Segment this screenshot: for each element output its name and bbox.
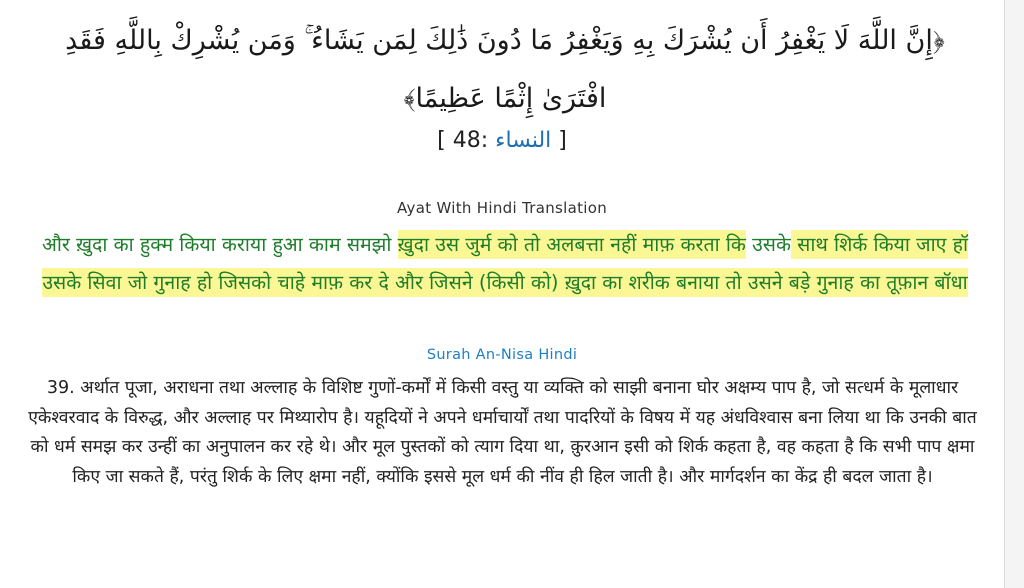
commentary-text: 39. अर्थात पूजा, अराधना तथा अल्लाह के विशिष्ट गुणों-कर्मों में किसी वस्तु या व्यक्ति को साझी बनाना घोर अक्षम्य पाप है, जो सत्धर्म के मूलाधार एकेश्वरवाद के विरुद्ध, और अल्लाह पर मिथ्यारोप है। यहूदियों ने अपने धर्माचार्यों तथा पादरियों के विषय में यह अंधविश्वास बना लिया था कि उनकी बात को धर्म समझ कर उन्हीं का अनुपालन कर रहे थे। और मूल पुस्तकों को त्याग दिया था, क़ुरआन इसी को शिर्क कहता है, वह कहता है कि सभी पाप क्षमा किए जा सकते हैं, परंतु शिर्क के लिए क्षमा नहीं, क्योंकि इससे मूल धर्म की नींव ही हिल जाती है। और मार्गदर्शन का केंद्र ही बदल जाता है। xyxy=(28,378,977,487)
page-margin xyxy=(1005,0,1024,588)
reference-close-bracket: ] xyxy=(558,128,567,153)
translation-highlight-part-1: ख़ुदा उस जुर्म को तो अलबत्ता नहीं माफ़ करता कि xyxy=(398,230,746,259)
arabic-verse-text: ﴿إِنَّ اللَّهَ لَا يَغْفِرُ أَن يُشْرَكَ بِهِ وَيَغْفِرُ مَا دُونَ ذَٰلِكَ لِمَن يَشَاءُ ۚ وَمَن يُشْرِكْ بِاللَّهِ فَقَدِ افْتَرَىٰ إِثْمًا عَظِيمًا﴾ xyxy=(65,25,945,114)
verse-reference xyxy=(0,128,1004,153)
translation-heading: Ayat With Hindi Translation xyxy=(396,199,608,217)
reference-open-bracket: [ xyxy=(437,128,446,153)
reference-separator: : xyxy=(480,128,489,153)
verse-number: 48 xyxy=(452,128,481,153)
translation-plain-part: और ख़ुदा का हुक्म किया कराया हुआ काम समझो xyxy=(41,233,398,256)
surah-name[interactable]: النساء xyxy=(495,128,552,153)
surah-source-link[interactable]: Surah An-Nisa Hindi xyxy=(426,347,578,363)
translation-plain-part-2: उसके xyxy=(752,233,791,256)
translation-highlight-part-2: साथ शिर्क किया जाए हॉ उसके सिवा जो गुनाह हो जिसको चाहे माफ़ कर दे और जिसने (किसी को) ख़ुदा का शरीक बनाया तो उसने बड़े गुनाह का तूफ़ान बॉधा xyxy=(42,230,968,297)
hindi-translation-text[interactable] xyxy=(30,226,980,302)
